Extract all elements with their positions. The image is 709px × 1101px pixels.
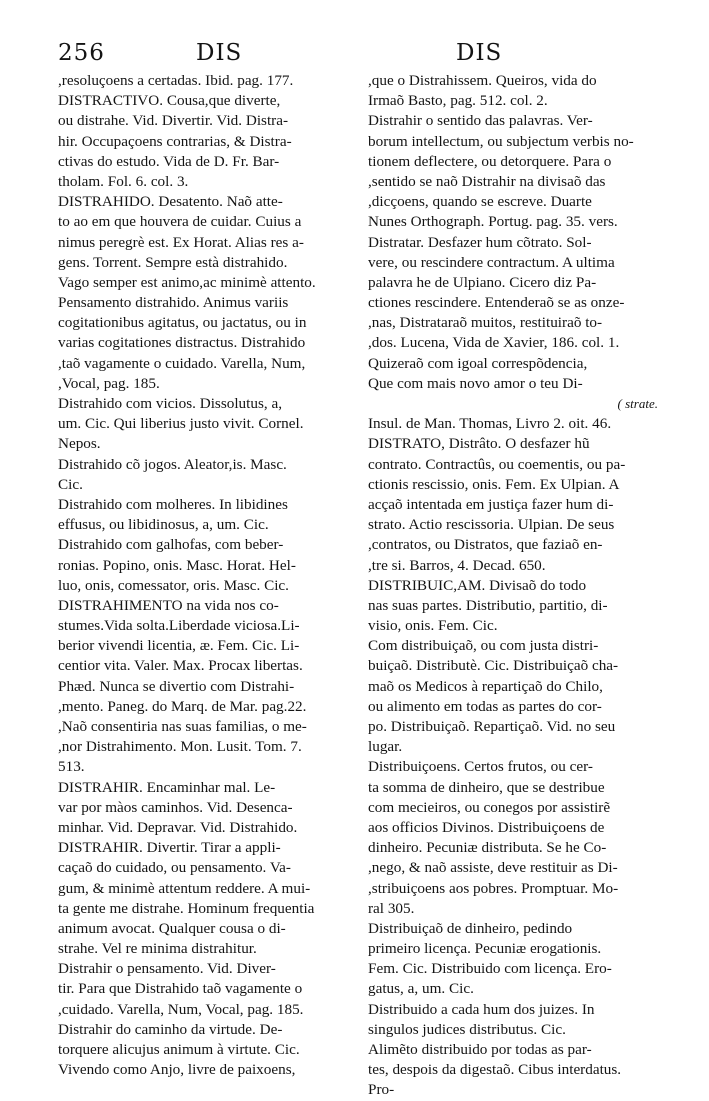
text-line: ,que o Distrahissem. Queiros, vida do [368, 72, 597, 89]
text-line: aos officios Divinos. Distribuiçoens de [368, 818, 605, 836]
page-number: 256 [58, 40, 105, 66]
text-line: Distrahir o sentido das palavras. Ver- [368, 112, 593, 130]
text-line: Irmaõ Basto, pag. 512. col. 2. [368, 92, 548, 110]
text-line: DISTRAHIR. Encaminhar mal. Le- [58, 778, 276, 796]
text-line: Pensamento distrahido. Animus variis [58, 294, 289, 312]
text-line: ( strate. [617, 396, 658, 411]
text-line: Com distribuiçaõ, ou com justa distri- [368, 637, 599, 655]
text-line: ctivas do estudo. Vida de D. Fr. Bar- [58, 152, 280, 170]
text-line: DISTRACTIVO. Cousa,que diverte, [58, 92, 281, 110]
text-line: com mecieiros, ou conegos por assistirẽ [368, 798, 611, 816]
text-line: borum intellectum, ou subjectum verbis no- [368, 132, 634, 150]
text-line: ,nas, Distrataraõ muitos, restituiraõ to- [368, 314, 603, 332]
text-line: 513. [58, 758, 85, 776]
text-line: ,mento. Paneg. do Marq. de Mar. pag.22. [58, 697, 307, 715]
text-line: strato. Actio rescissoria. Ulpian. De seus [368, 516, 615, 534]
text-line: Pro- [368, 1081, 395, 1099]
text-line: centior vita. Valer. Max. Procax libertas. [58, 657, 303, 675]
text-line: Distrahido com molheres. In libidines [58, 495, 288, 513]
text-line: Alimẽto distribuido por todas as par- [368, 1041, 592, 1058]
text-line: gatus, a, um. Cic. [368, 980, 474, 998]
text-line: Insul. de Man. Thomas, Livro 2. oit. 46. [368, 415, 612, 433]
text-line: ral 305. [368, 899, 415, 917]
text-line: DISTRATO, Distrâto. O desfazer hũ [368, 435, 590, 453]
text-line: singulos judices distributus. Cic. [368, 1020, 566, 1038]
text-line: ,Vocal, pag. 185. [58, 374, 160, 392]
text-line: contrato. Contractûs, ou coementis, ou pa- [368, 455, 626, 473]
text-line: ,taõ vagamente o cuidado. Varella, Num, [58, 354, 306, 372]
text-line: maõ os Medicos à repartiçaõ do Chilo, [368, 677, 603, 695]
text-line: hir. Occupaçoens contrarias, & Distra- [58, 132, 292, 150]
text-line: ou distrahe. Vid. Divertir. Vid. Distra- [58, 112, 289, 130]
text-line: tionem deflectere, ou detorquere. Para o [368, 152, 612, 170]
text-line: DISTRAHIR. Divertir. Tirar a appli- [58, 839, 281, 857]
text-line: visio, onis. Fem. Cic. [368, 617, 498, 635]
text-line: Quizeraõ com igoal correspõdencia, [368, 354, 588, 372]
text-line: to ao em que houvera de cuidar. Cuius a [58, 213, 302, 231]
text-line: ,nor Distrahimento. Mon. Lusit. Tom. 7. [58, 738, 302, 756]
guide-word-left: DIS [196, 40, 243, 66]
guide-word-right: DIS [456, 40, 503, 66]
text-line: animum avocat. Qualquer cousa o di- [58, 919, 286, 937]
text-line: DISTRAHIMENTO na vida nos co- [58, 596, 279, 614]
text-line: Fem. Cic. Distribuido com licença. Ero- [368, 960, 612, 978]
text-line: Vivendo como Anjo, livre de paixoens, [58, 1061, 296, 1079]
text-line: var por màos caminhos. Vid. Desenca- [58, 798, 293, 816]
text-line: effusus, ou libidinosus, a, um. Cic. [58, 516, 269, 534]
text-line: Cic. [58, 475, 83, 493]
text-line: tholam. Fol. 6. col. 3. [58, 172, 189, 190]
text-line: Distrahido com galhofas, com beber- [58, 536, 284, 554]
text-line: ,contratos, ou Distratos, que faziaõ en- [368, 536, 603, 554]
text-line: stumes.Vida solta.Liberdade viciosa.Li- [58, 617, 300, 635]
text-line: Phæd. Nunca se divertio com Distrahi- [58, 677, 295, 695]
text-line: luo, onis, comessator, oris. Masc. Cic. [58, 576, 289, 594]
text-line: Distribuiçaõ de dinheiro, pedindo [368, 919, 573, 937]
text-line: Distrahido com vicios. Dissolutus, a, [58, 395, 283, 412]
text-line: Nepos. [58, 435, 101, 453]
text-line: gum, & minimè attentum reddere. A mui- [58, 879, 311, 897]
text-line: ,dos. Lucena, Vida de Xavier, 186. col. 1. [368, 334, 620, 352]
text-line: DISTRAHIDO. Desatento. Naõ atte- [58, 193, 283, 211]
text-line: ctiones rescindere. Entenderaõ se as onze- [368, 294, 625, 312]
text-line: ,sentido se naõ Distrahir na divisaõ das [368, 172, 606, 190]
text-line: tes, despois da digestaõ. Cibus interdatus. [368, 1061, 622, 1079]
text-line: tir. Para que Distrahido taõ vagamente o [58, 980, 303, 998]
text-line: Vago semper est animo,ac minimè attento. [58, 273, 316, 291]
text-line: acçaõ intentada em justiça fazer hum di- [368, 495, 614, 513]
text-line: ta gente me distrahe. Hominum frequentia [58, 899, 315, 917]
text-line: DISTRIBUIC,AM. Divisaõ do todo [368, 576, 587, 594]
text-line: ta somma de dinheiro, que se destribue [368, 778, 605, 796]
text-line: um. Cic. Qui liberius justo vivit. Cornel. [58, 415, 304, 433]
text-line: dinheiro. Pecuniæ distributa. Se he Co- [368, 839, 607, 857]
text-line: ,Naõ consentiria nas suas familias, o me- [58, 718, 307, 735]
text-line: buiçaõ. Distributè. Cic. Distribuiçaõ cha- [368, 657, 619, 675]
text-line: Que com mais novo amor o teu Di- [368, 374, 583, 392]
text-line: palavra he de Ulpiano. Cicero diz Pa- [368, 273, 597, 291]
text-line: caçaõ do cuidado, ou pensamento. Va- [58, 859, 291, 877]
text-line: Distratar. Desfazer hum cõtrato. Sol- [368, 233, 592, 251]
text-line: vere, ou rescindere contractum. A ultima [368, 253, 615, 271]
text-line: Distrahir do caminho da virtude. De- [58, 1020, 283, 1038]
text-line: nas suas partes. Distributio, partitio, di- [368, 596, 608, 614]
text-line: Distribuido a cada hum dos juizes. In [368, 1000, 595, 1018]
text-line: ,stribuiçoens aos pobres. Promptuar. Mo- [368, 879, 619, 897]
text-line: ronias. Popino, onis. Masc. Horat. Hel- [58, 556, 296, 574]
text-line: nimus peregrè est. Ex Horat. Alias res a- [58, 233, 304, 251]
text-line: ,cuidado. Varella, Num, Vocal, pag. 185. [58, 1000, 304, 1018]
text-line: minhar. Vid. Depravar. Vid. Distrahido. [58, 818, 298, 836]
text-line: torquere alicujus animum à virtute. Cic. [58, 1041, 300, 1058]
text-line: cogitationibus agitatus, ou jactatus, ou in [58, 314, 307, 332]
text-line: varias cogitationes distractus. Distrahido [58, 334, 306, 352]
text-line: Distrahir o pensamento. Vid. Diver- [58, 960, 276, 978]
text-line: ou alimento em todas as partes do cor- [368, 697, 602, 715]
text-line: gens. Torrent. Sempre està distrahido. [58, 253, 288, 271]
text-line: strahe. Vel re minima distrahitur. [58, 940, 257, 958]
text-line: ,nego, & naõ assiste, deve restituir as Di- [368, 859, 618, 877]
text-line: lugar. [368, 738, 403, 756]
text-line: ,tre si. Barros, 4. Decad. 650. [368, 556, 546, 574]
text-line: Distrahido cõ jogos. Aleator,is. Masc. [58, 455, 287, 473]
text-line: berior vivendi licentia, æ. Fem. Cic. Li- [58, 637, 300, 655]
text-line: ,dicçoens, quando se escreve. Duarte [368, 193, 592, 211]
text-line: Distribuiçoens. Certos frutos, ou cer- [368, 758, 593, 776]
text-line: primeiro licença. Pecuniæ erogationis. [368, 940, 602, 958]
left-column [58, 71, 356, 1080]
text-line: ,resoluçoens a certadas. Ibid. pag. 177. [58, 72, 294, 89]
text-line: po. Distribuiçaõ. Repartiçaõ. Vid. no seu [368, 718, 616, 735]
text-line: Nunes Orthograph. Portug. pag. 35. vers. [368, 213, 618, 231]
right-column [368, 71, 658, 1101]
text-line: ctionis rescissio, onis. Fem. Ex Ulpian. A [368, 475, 620, 493]
